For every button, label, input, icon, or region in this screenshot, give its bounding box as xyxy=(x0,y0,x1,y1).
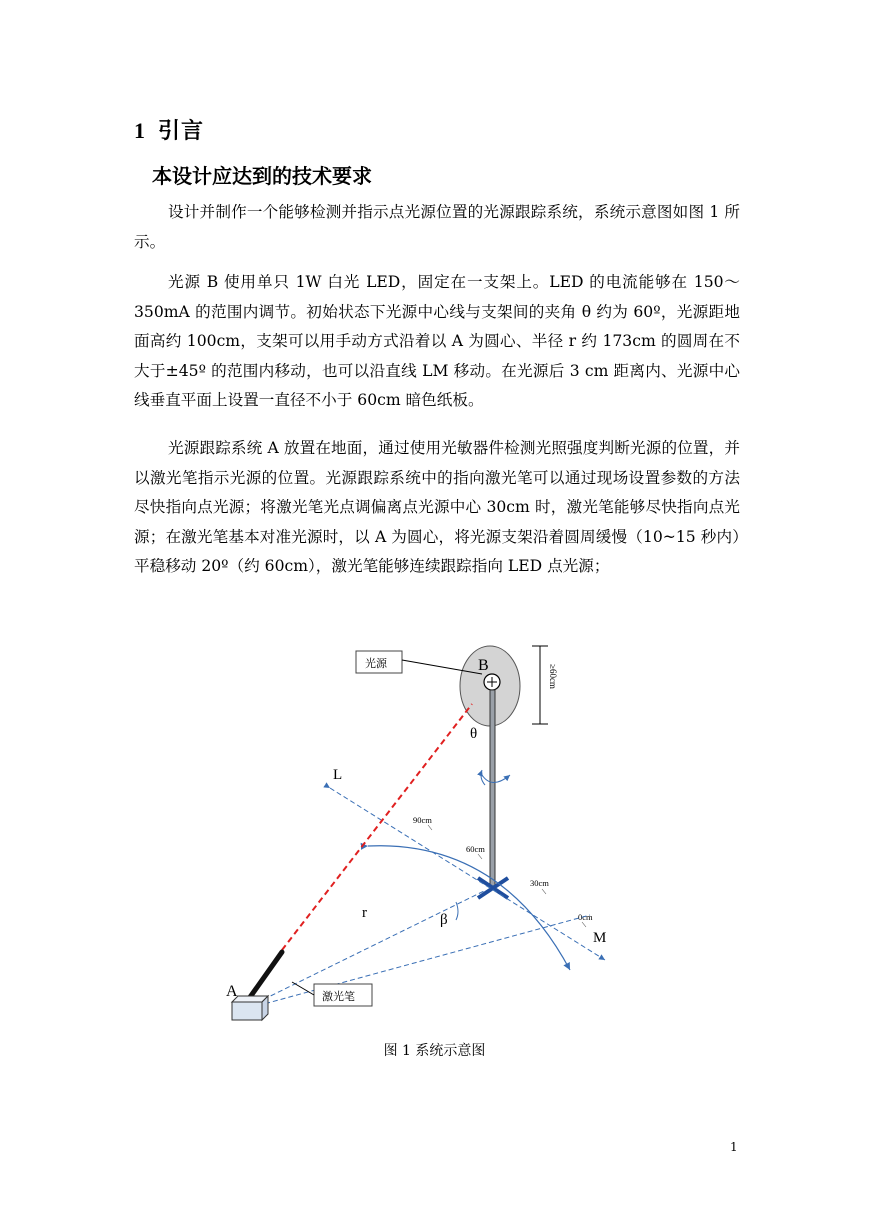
label-M: M xyxy=(593,930,607,946)
label-A: A xyxy=(226,983,238,1000)
tracking-device-box xyxy=(232,1002,262,1020)
section-title: 引言 xyxy=(158,119,205,144)
paragraph-1: 设计并制作一个能够检测并指示点光源位置的光源跟踪系统，系统示意图如图 1 所示。 xyxy=(134,203,740,251)
section-heading xyxy=(134,114,204,145)
guide-line-lower xyxy=(242,915,590,1010)
page-number: 1 xyxy=(730,1140,738,1154)
laser-pen-label: 激光笔 xyxy=(322,991,355,1003)
subsection-heading: 本设计应达到的技术要求 xyxy=(152,164,372,188)
label-beta: β xyxy=(440,912,448,928)
paragraph-3: 光源跟踪系统 A 放置在地面，通过使用光敏器件检测光照强度判断光源的位置，并以激光笔指示光源的位置。光源跟踪系统中的指向激光笔可以通过现场设置参数的方法尽快指向点光源；将激光笔光点调偏离点光源中心 30cm 时，激光笔能够尽快指向点光源；在激光笔基本对准光源时，以 A 为圆心，将光源支架沿着圆周缓慢（10~15 秒内）平稳移动 20º（约 60cm），激光笔能够连续跟踪指向 LED 点光源； xyxy=(134,439,740,575)
label-r: r xyxy=(362,905,367,921)
stand-pole xyxy=(490,690,495,890)
system-diagram xyxy=(220,640,640,1030)
section-number: 1 xyxy=(134,118,146,143)
label-60cm: 60cm xyxy=(466,844,485,854)
light-source-label: 光源 xyxy=(365,658,387,670)
label-L: L xyxy=(333,767,343,783)
figure-caption: 图 1 系统示意图 xyxy=(383,1043,486,1059)
line-LM xyxy=(330,788,605,960)
label-B: B xyxy=(478,657,489,674)
paragraph-2: 光源 B 使用单只 1W 白光 LED，固定在一支架上。LED 的电流能够在 150～350mA 的范围内调节。初始状态下光源中心线与支架间的夹角 θ 约为 60º，光源距地面高约 100cm，支架可以用手动方式沿着以 A 为圆心、半径 r 约 173cm 的圆周在不大于±45º 的范围内移动，也可以沿直线 LM 移动。在光源后 3 cm 距离内、光源中心线垂直平面上设置一直径不小于 60cm 暗色纸板。 xyxy=(134,273,740,409)
label-90cm: 90cm xyxy=(413,815,432,825)
movement-arc xyxy=(368,846,570,970)
label-30cm: 30cm xyxy=(530,878,549,888)
laser-pen xyxy=(248,952,282,1000)
label-0cm: 0cm xyxy=(578,912,593,922)
size-label: ≥60cm xyxy=(548,664,558,689)
label-theta: θ xyxy=(470,726,478,742)
